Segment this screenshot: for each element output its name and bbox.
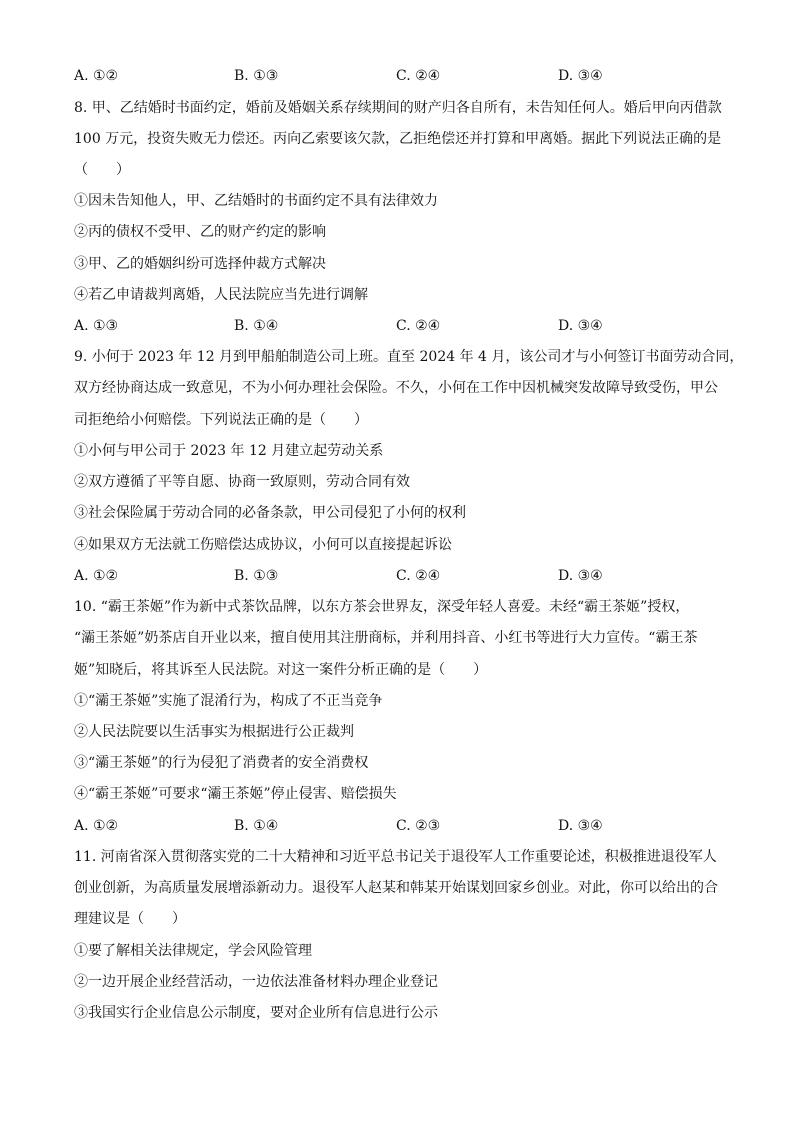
q10-statement-4: ④“霸王茶姬”可要求“灞王茶姬”停止侵害、赔偿损失 (74, 786, 397, 802)
q8-option-c: C. ②④ (396, 318, 441, 334)
q10-statement-1: ①“灞王茶姬”实施了混淆行为，构成了不正当竞争 (74, 693, 383, 709)
q11-statement-3: ③我国实行企业信息公示制度，要对企业所有信息进行公示 (74, 1005, 438, 1021)
q9-statement-1: ①小何与甲公司于 2023 年 12 月建立起劳动关系 (74, 443, 384, 459)
q8-statement-1: ①因未告知他人，甲、乙结婚时的书面约定不具有法律效力 (74, 193, 438, 209)
q9-stem-line-3: 司拒绝给小何赔偿。下列说法正确的是（ ） (74, 412, 368, 428)
q10-statement-2: ②人民法院要以生活事实为根据进行公正裁判 (74, 724, 354, 740)
q9-options (74, 566, 714, 586)
q7-option-c: C. ②④ (396, 68, 441, 84)
q9-option-c: C. ②④ (396, 568, 441, 584)
q8-option-b: B. ①④ (234, 318, 279, 334)
q11-statement-2: ②一边开展企业经营活动，一边依法准备材料办理企业登记 (74, 974, 438, 990)
q8-statement-2: ②丙的债权不受甲、乙的财产约定的影响 (74, 224, 326, 240)
q10-statement-3: ③“灞王茶姬”的行为侵犯了消费者的安全消费权 (74, 755, 369, 771)
q10-stem-line-1: 10. “霸王茶姬”作为新中式茶饮品牌，以东方茶会世界友，深受年轻人喜爱。未经“霸王茶姬”授权， (74, 599, 690, 615)
q10-option-a: A. ①② (74, 818, 119, 834)
q8-statement-4: ④若乙申请裁判离婚，人民法院应当先进行调解 (74, 287, 368, 303)
q11-stem-line-1: 11. 河南省深入贯彻落实党的二十大精神和习近平总书记关于退役军人工作重要论述，积极推进退役军人 (74, 849, 717, 865)
q9-stem-line-2: 双方经协商达成一致意见，不为小何办理社会保险。不久，小何在工作中因机械突发故障导致受伤，甲公 (74, 380, 718, 396)
q9-statement-3: ③社会保险属于劳动合同的必备条款，甲公司侵犯了小何的权利 (74, 505, 466, 521)
q10-options (74, 816, 714, 836)
q10-option-c: C. ②③ (396, 818, 441, 834)
q8-stem-line-3: （ ） (74, 162, 130, 178)
q8-options (74, 316, 714, 336)
q9-statement-4: ④如果双方无法就工伤赔偿达成协议，小何可以直接提起诉讼 (74, 537, 452, 553)
q10-stem-line-2: “灞王茶姬”奶茶店自开业以来，擅自使用其注册商标，并利用抖音、小红书等进行大力宣传。“霸王茶 (74, 630, 698, 646)
q8-statement-3: ③甲、乙的婚姻纠纷可选择仲裁方式解决 (74, 256, 326, 272)
q7-option-b: B. ①③ (234, 68, 279, 84)
q10-option-b: B. ①④ (234, 818, 279, 834)
q11-statement-1: ①要了解相关法律规定，学会风险管理 (74, 943, 312, 959)
q9-option-b: B. ①③ (234, 568, 279, 584)
q10-stem-line-3: 姬”知晓后，将其诉至人民法院。对这一案件分析正确的是（ ） (74, 662, 488, 678)
q11-stem-line-2: 创业创新，为高质量发展增添新动力。退役军人赵某和韩某开始谋划回家乡创业。对此，你可以给出的合 (74, 880, 718, 896)
q7-options (74, 66, 714, 86)
q9-option-d: D. ③④ (558, 568, 603, 584)
q11-stem-line-3: 理建议是（ ） (74, 911, 186, 927)
q9-option-a: A. ①② (74, 568, 119, 584)
q7-option-d: D. ③④ (558, 68, 603, 84)
q9-statement-2: ②双方遵循了平等自愿、协商一致原则，劳动合同有效 (74, 474, 410, 490)
q8-option-a: A. ①③ (74, 318, 119, 334)
q8-stem-line-1: 8. 甲、乙结婚时书面约定，婚前及婚姻关系存续期间的财产归各自所有，未告知任何人。婚后甲向丙借款 (74, 100, 722, 116)
q9-stem-line-1: 9. 小何于 2023 年 12 月到甲船舶制造公司上班。直至 2024 年 4 月，该公司才与小何签订书面劳动合同， (74, 349, 744, 365)
q7-option-a: A. ①② (74, 68, 119, 84)
q10-option-d: D. ③④ (558, 818, 603, 834)
q8-stem-line-2: 100 万元，投资失败无力偿还。丙向乙索要该欠款，乙拒绝偿还并打算和甲离婚。据此下列说法正确的是 (74, 131, 722, 147)
q8-option-d: D. ③④ (558, 318, 603, 334)
